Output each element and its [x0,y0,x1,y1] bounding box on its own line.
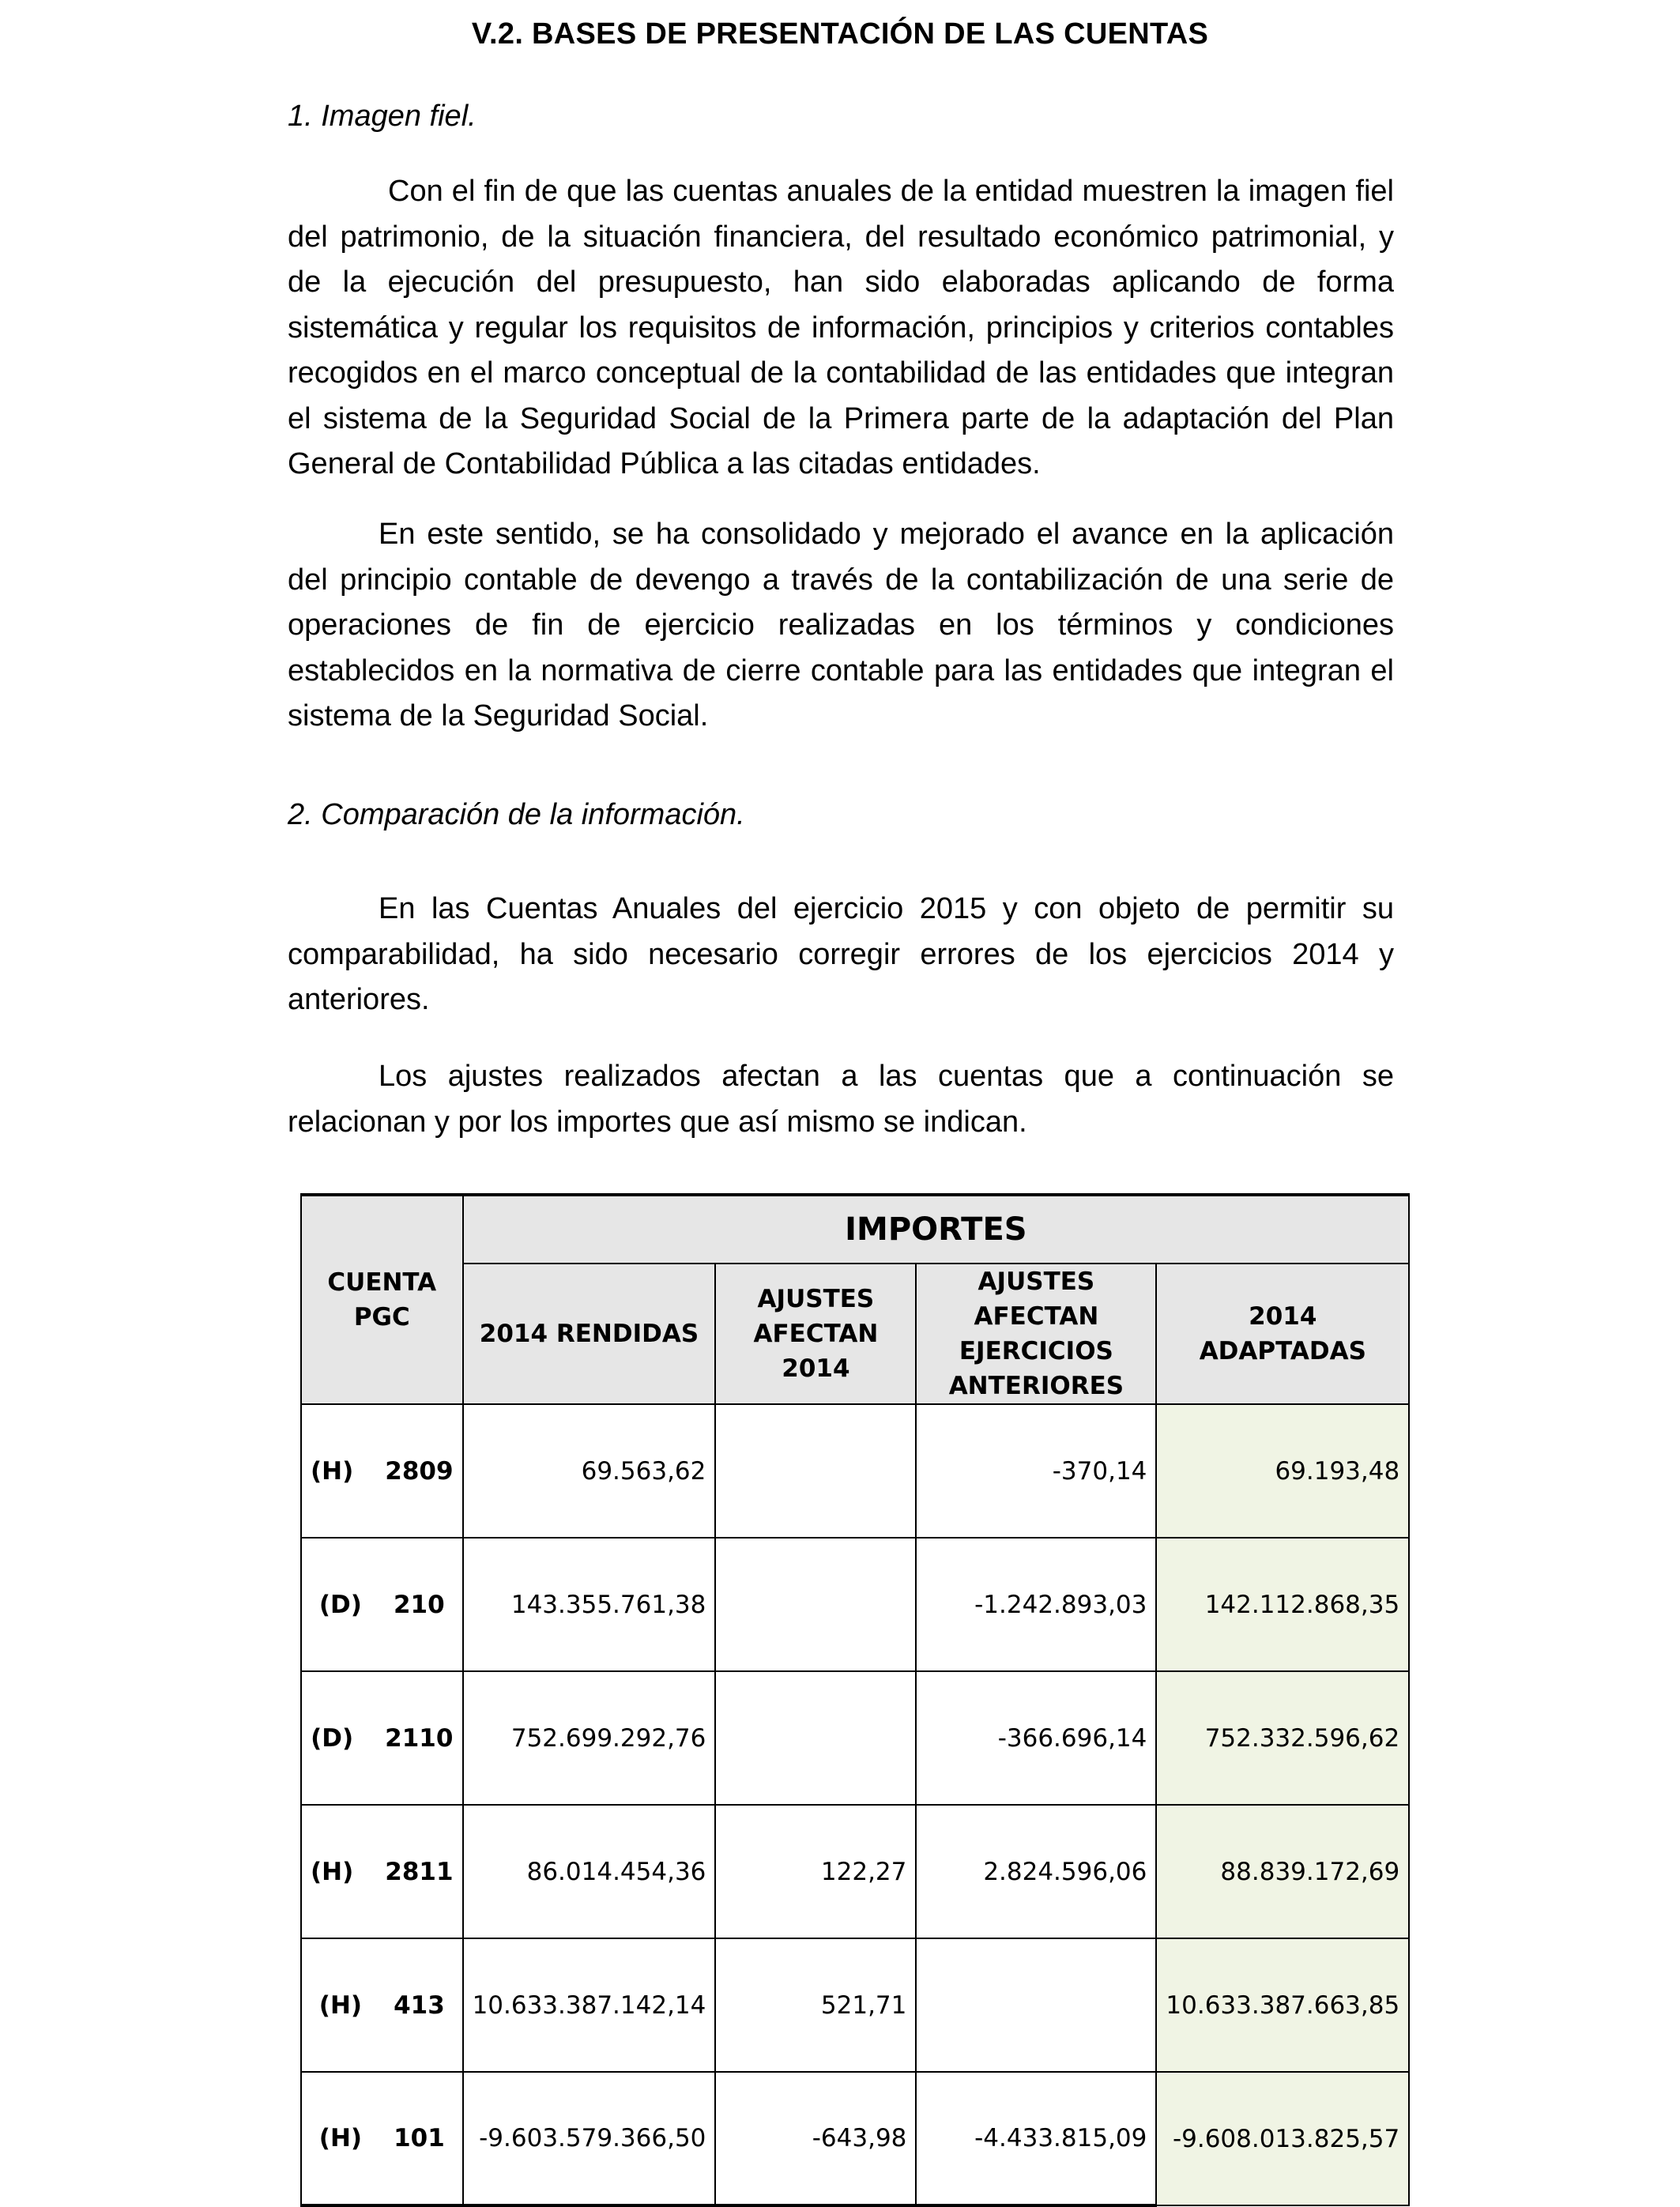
ajustes-anteriores-cell: 2.824.596,06 [916,1805,1156,1938]
header-ajustes-anteriores: AJUSTES AFECTAN EJERCICIOS ANTERIORES [916,1264,1156,1404]
paragraph-comparacion-1: En las Cuentas Anuales del ejercicio 2015 y con objeto de permitir su comparabilidad, ha sido necesario corregir errores de los ejercicios 2014 y anteriores. [288,892,1394,1016]
paragraph-imagen-fiel-2: En este sentido, se ha consolidado y mejorado el avance en la aplicación del principio contable de devengo a través de la contabilización de una serie de operaciones de fin de ejercicio realizadas en los términos y condiciones establecidos en la normativa de cierre contable para las entidades que integran el sistema de la Seguridad Social. [288,518,1394,733]
account-cell: (H) 2809 [301,1404,463,1538]
page-title: V.2. BASES DE PRESENTACIÓN DE LAS CUENTAS [471,17,1209,51]
header-2014-rendidas: 2014 RENDIDAS [463,1264,716,1404]
table-row [301,1671,1409,1805]
table-row [301,1538,1409,1671]
account-cell: (H) 2811 [301,1805,463,1938]
account-cell: (H) 413 [301,1938,463,2072]
account-cell: (H) 101 [301,2072,463,2205]
section-heading-comparacion: 2. Comparación de la información. [288,798,745,831]
ajustes-2014-cell: 521,71 [715,1938,916,2072]
adjustments-table [300,1193,1410,2207]
table-row [301,2072,1409,2205]
ajustes-anteriores-cell: -370,14 [916,1404,1156,1538]
ajustes-2014-cell [715,1538,916,1671]
rendidas-cell: 143.355.761,38 [463,1538,716,1671]
rendidas-cell: 86.014.454,36 [463,1805,716,1938]
paragraph-comparacion-2: Los ajustes realizados afectan a las cuentas que a continuación se relacionan y por los importes que así mismo se indican. [288,1060,1394,1139]
adaptadas-cell: 752.332.596,62 [1156,1671,1409,1805]
account-cell: (D) 210 [301,1538,463,1671]
header-ajustes-2014: AJUSTES AFECTAN 2014 [715,1264,916,1404]
adaptadas-cell: 142.112.868,35 [1156,1538,1409,1671]
header-cuenta-pgc: CUENTA PGC [301,1195,463,1404]
paragraph-imagen-fiel-1: Con el fin de que las cuentas anuales de la entidad muestren la imagen fiel del patrimonio, de la situación financiera, del resultado económico patrimonial, y de la ejecución del presupuesto, han sido elaboradas aplicando de forma sistemática y regular los requisitos de información, principios y criterios contables recogidos en el marco conceptual de la contabilidad de las entidades que integran el sistema de la Seguridad Social de la Primera parte de la adaptación del Plan General de Contabilidad Pública a las citadas entidades. [288,175,1394,480]
ajustes-anteriores-cell [916,1938,1156,2072]
ajustes-2014-cell [715,1671,916,1805]
rendidas-cell: -9.603.579.366,50 [463,2072,716,2205]
adaptadas-cell: 10.633.387.663,85 [1156,1938,1409,2072]
ajustes-anteriores-cell: -366.696,14 [916,1671,1156,1805]
table-row [301,1404,1409,1538]
ajustes-anteriores-cell: -1.242.893,03 [916,1538,1156,1671]
ajustes-2014-cell: 122,27 [715,1805,916,1938]
adaptadas-cell: 88.839.172,69 [1156,1805,1409,1938]
header-2014-adaptadas: 2014 ADAPTADAS [1156,1264,1409,1404]
table-row [301,1938,1409,2072]
rendidas-cell: 752.699.292,76 [463,1671,716,1805]
header-importes: IMPORTES [463,1195,1410,1264]
adaptadas-cell: 69.193,48 [1156,1404,1409,1538]
rendidas-cell: 69.563,62 [463,1404,716,1538]
ajustes-2014-cell: -643,98 [715,2072,916,2205]
table-row [301,1805,1409,1938]
account-cell: (D) 2110 [301,1671,463,1805]
section-heading-imagen-fiel: 1. Imagen fiel. [288,100,477,133]
ajustes-anteriores-cell: -4.433.815,09 [916,2072,1156,2205]
adaptadas-cell: -9.608.013.825,57 [1156,2072,1409,2205]
rendidas-cell: 10.633.387.142,14 [463,1938,716,2072]
ajustes-2014-cell [715,1404,916,1538]
